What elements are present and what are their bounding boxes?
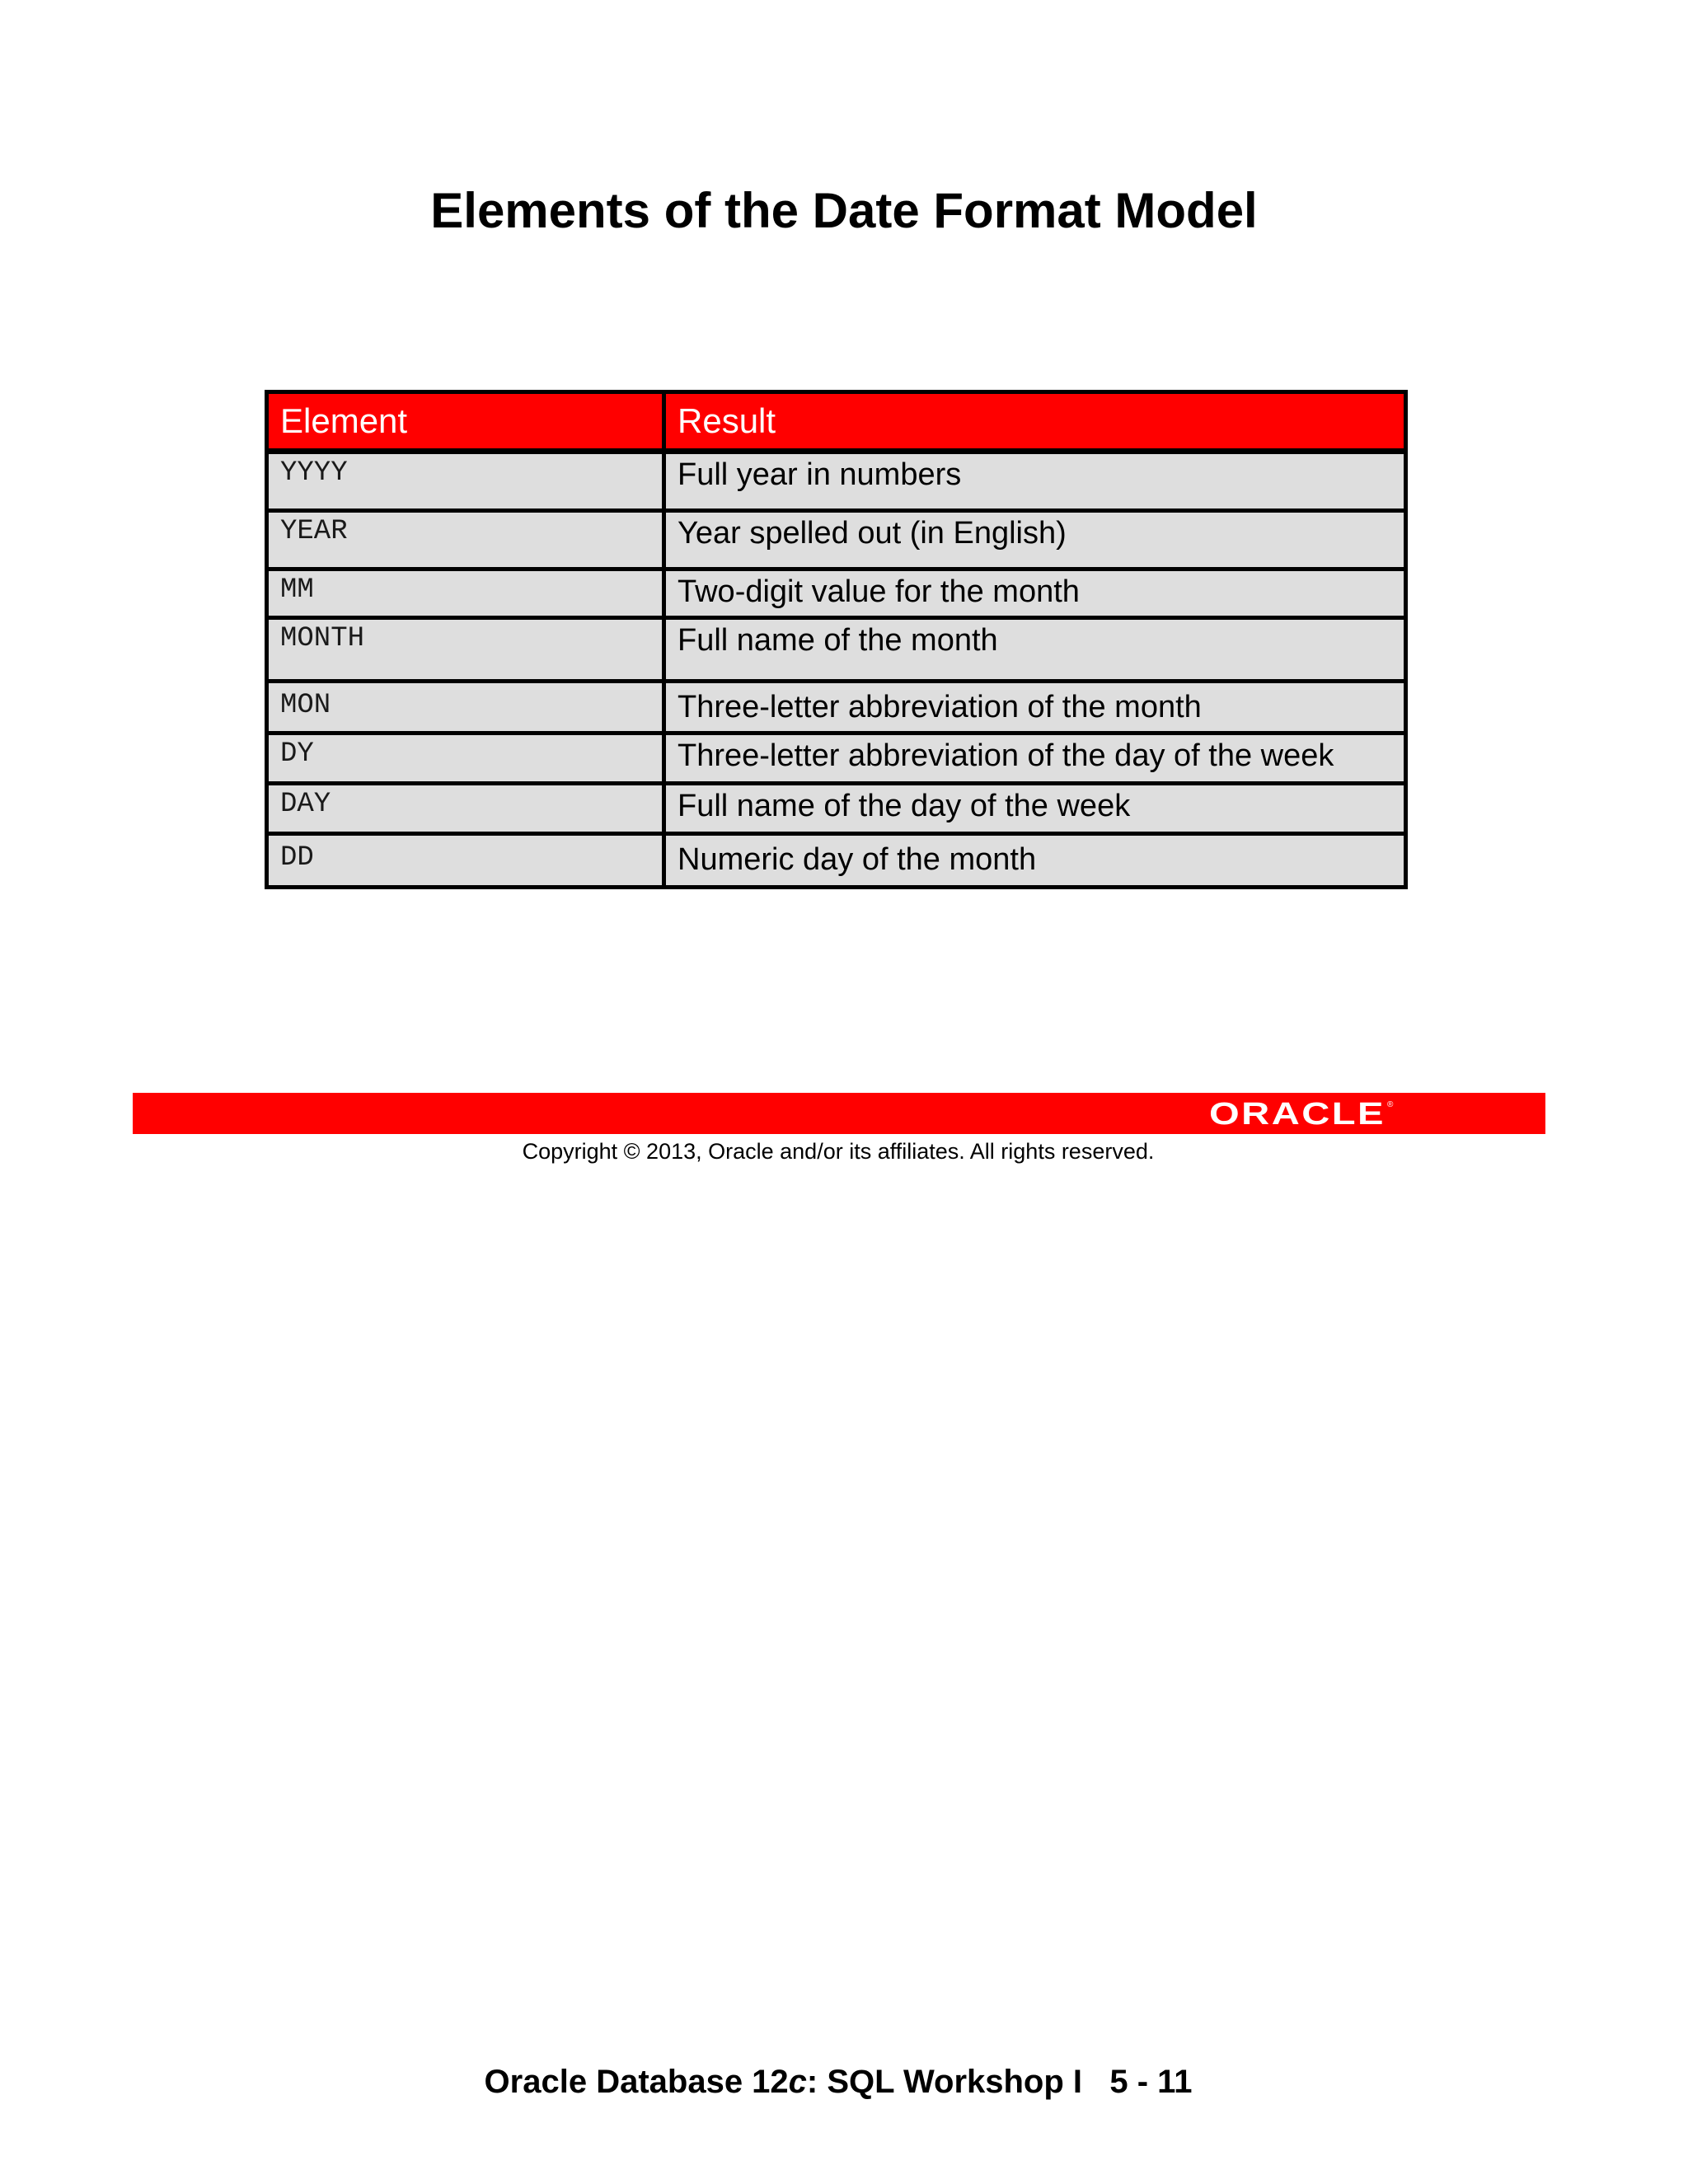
result-cell: Full year in numbers xyxy=(664,452,1406,511)
result-cell: Three-letter abbreviation of the day of the week xyxy=(664,733,1406,784)
table-row xyxy=(267,733,1406,784)
page-title: Elements of the Date Format Model xyxy=(430,183,1258,238)
footer-course: Oracle Database 12 xyxy=(484,2064,789,2100)
table-row xyxy=(267,834,1406,888)
element-cell: MONTH xyxy=(267,618,664,682)
table-header-row xyxy=(267,392,1406,452)
page-footer xyxy=(0,2060,1676,2103)
element-cell: MM xyxy=(267,569,664,618)
footer-course-italic: c xyxy=(788,2064,807,2100)
element-cell: DY xyxy=(267,733,664,784)
footer-red-band xyxy=(133,1093,1545,1134)
element-cell: YEAR xyxy=(267,511,664,569)
oracle-logo-text: ORACLE xyxy=(1209,1097,1386,1130)
result-cell: Two-digit value for the month xyxy=(664,569,1406,618)
result-cell: Numeric day of the month xyxy=(664,834,1406,888)
copyright-notice: Copyright © 2013, Oracle and/or its affiliates. All rights reserved. xyxy=(522,1139,1155,1164)
element-cell: DAY xyxy=(267,784,664,834)
registered-mark: ® xyxy=(1387,1100,1394,1109)
result-cell: Full name of the month xyxy=(664,618,1406,682)
table-row xyxy=(267,452,1406,511)
footer-course-rest: : SQL Workshop I xyxy=(806,2064,1083,2100)
header-result: Result xyxy=(664,392,1406,452)
table-row xyxy=(267,511,1406,569)
page-number: 5 - 11 xyxy=(1109,2064,1193,2100)
result-cell: Three-letter abbreviation of the month xyxy=(664,682,1406,733)
date-format-table xyxy=(265,390,1408,889)
result-cell: Year spelled out (in English) xyxy=(664,511,1406,569)
header-element: Element xyxy=(267,392,664,452)
element-cell: MON xyxy=(267,682,664,733)
table-row xyxy=(267,569,1406,618)
table-row xyxy=(267,682,1406,733)
element-cell: YYYY xyxy=(267,452,664,511)
element-cell: DD xyxy=(267,834,664,888)
result-cell: Full name of the day of the week xyxy=(664,784,1406,834)
oracle-logo xyxy=(1209,1097,1399,1130)
table-row xyxy=(267,618,1406,682)
table-row xyxy=(267,784,1406,834)
